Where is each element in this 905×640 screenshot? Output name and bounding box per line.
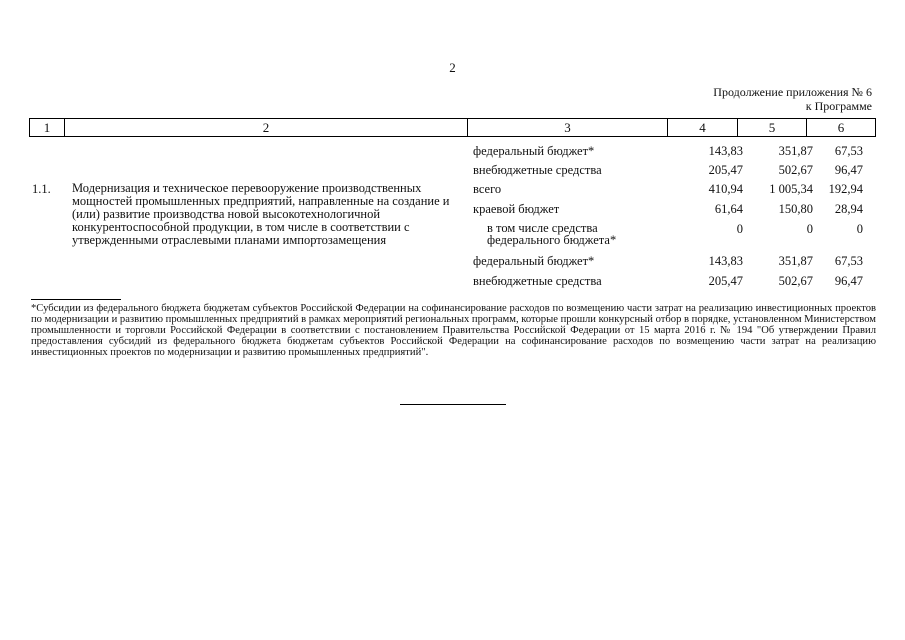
column-header-6: 6 [837, 120, 845, 135]
row-value-col5: 150,80 [778, 202, 813, 216]
column-header-3: 3 [468, 119, 668, 136]
row-label: всего [473, 182, 502, 196]
row-value-col4: 143,83 [708, 254, 743, 268]
row-value-col6: 96,47 [834, 274, 863, 288]
column-header-4: 4 [668, 119, 738, 136]
row-value-col5: 502,67 [778, 274, 813, 288]
row-value-col4: 410,94 [708, 182, 743, 196]
row-value-col6: 192,94 [828, 182, 863, 196]
appendix-reference [713, 85, 872, 113]
row-value-col5: 351,87 [778, 144, 813, 158]
row-value-col5: 1 005,34 [769, 182, 813, 196]
row-label: внебюджетные средства [473, 163, 602, 177]
row-value-col6: 96,47 [834, 163, 863, 177]
row-label: внебюджетные средства [473, 274, 602, 288]
footnote-separator [31, 299, 121, 300]
row-value-col4: 205,47 [708, 163, 743, 177]
appendix-line-1: Продолжение приложения № 6 [713, 85, 872, 99]
row-value-col4: 143,83 [708, 144, 743, 158]
table-header [29, 118, 876, 137]
item-description: Модернизация и техническое перевооружение производственных мощностей промышленных предприятий, направленные на создание и (или) развитие производства новой высокотехнологичной конкурентоспособной продукции, в том числе в соответствии с утвержденными отраслевыми планами импортозамещения [72, 181, 450, 247]
row-label: в том числе средства федерального бюджета* [487, 221, 617, 247]
column-header-1: 1 [30, 119, 65, 136]
row-label: федеральный бюджет* [473, 144, 595, 158]
row-label: краевой бюджет [473, 202, 560, 216]
row-value-col5: 0 [806, 222, 813, 236]
row-value-col6: 67,53 [834, 144, 863, 158]
page-number: 2 [449, 60, 456, 75]
row-value-col4: 0 [736, 222, 743, 236]
row-value-col6: 28,94 [834, 202, 863, 216]
row-label: федеральный бюджет* [473, 254, 595, 268]
row-value-col4: 205,47 [708, 274, 743, 288]
footnote-text: *Субсидии из федерального бюджета бюджетам субъектов Российской Федерации на софинансирование расходов по возмещению части затрат на реализацию инвестиционных проектов по модернизации и развитию промышленных предприятий в рамках мероприятий региональных программ, которые прошли конкурсный отбор в порядке, установленном Министерством промышленности и торговли Российской Федерации в соответствии с постановлением Правительства Российской Федерации от 15 марта 2016 г. № 194 "Об утверждении Правил предоставления субсидий из федерального бюджета бюджетам субъектов Российской Федерации на софинансирование расходов по возмещению части затрат на реализацию инвестиционных проектов по модернизации и развитию промышленных предприятий". [31, 303, 876, 358]
row-value-col5: 502,67 [778, 163, 813, 177]
appendix-line-2: к Программе [805, 99, 872, 113]
column-header-5: 5 [738, 119, 807, 136]
row-value-col6: 0 [856, 222, 863, 236]
row-value-col6: 67,53 [834, 254, 863, 268]
end-line [400, 404, 506, 405]
row-value-col4: 61,64 [714, 202, 743, 216]
item-index: 1.1. [32, 182, 51, 196]
column-header-2: 2 [65, 119, 468, 136]
row-value-col5: 351,87 [778, 254, 813, 268]
